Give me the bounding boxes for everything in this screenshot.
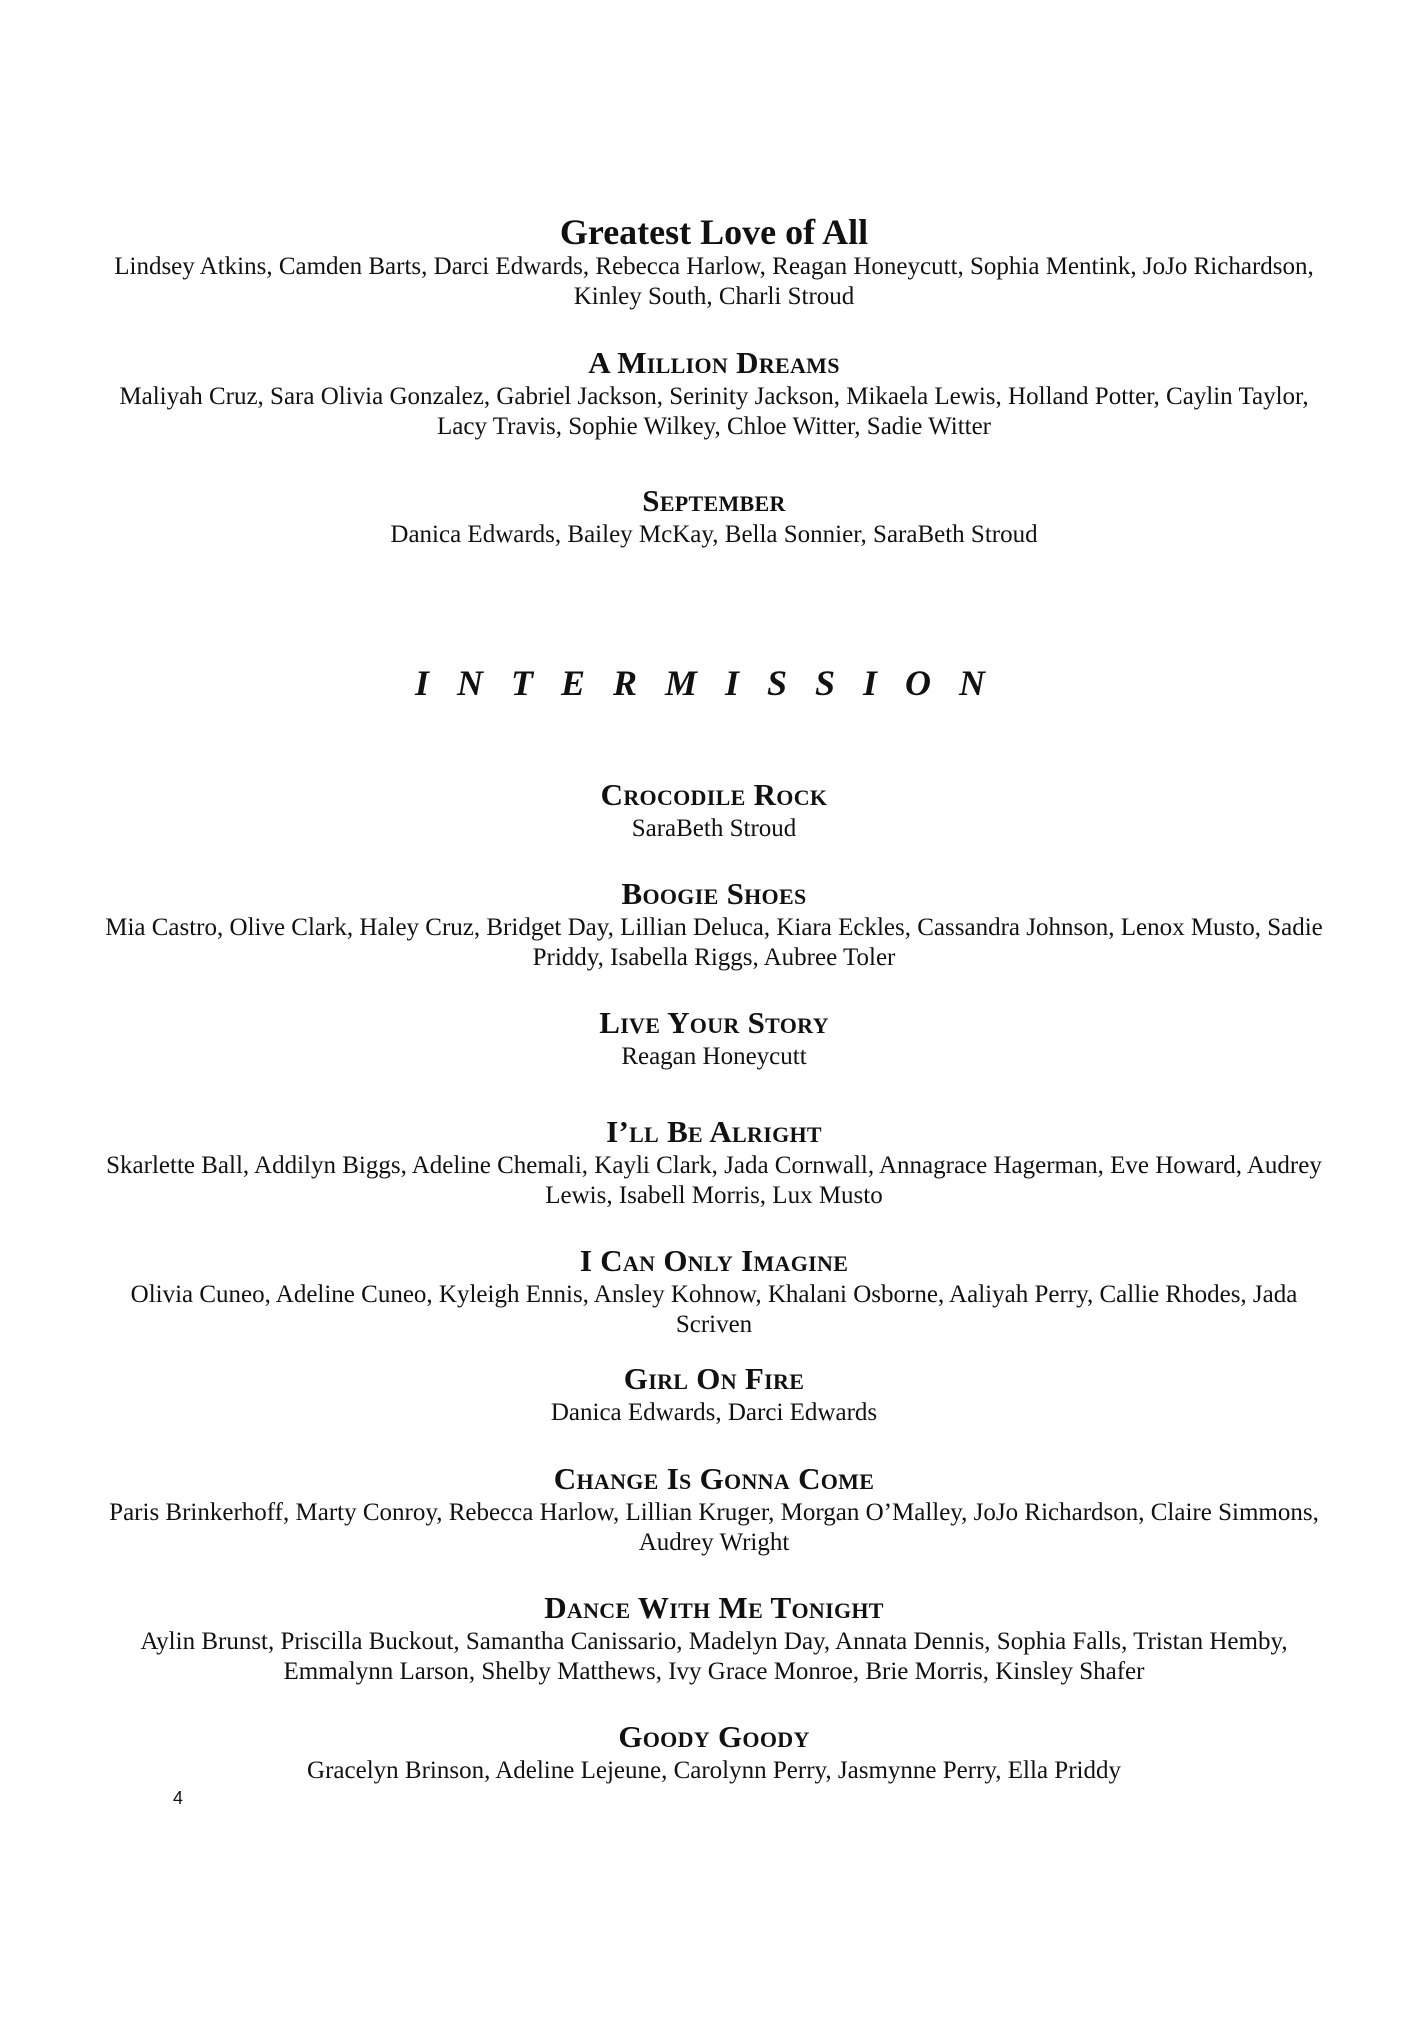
act-title: Change Is Gonna Come (553, 1461, 875, 1496)
act-boogie-shoes (100, 875, 1328, 973)
act-title: Greatest Love of All (559, 212, 869, 252)
act-title: I’ll Be Alright (606, 1114, 822, 1149)
act-performers: Danica Edwards, Darci Edwards (550, 1399, 878, 1426)
act-performers: Reagan Honeycutt (621, 1043, 807, 1070)
act-crocodile-rock (100, 776, 1328, 844)
act-performers: Mia Castro, Olive Clark, Haley Cruz, Bridget Day, Lillian Deluca, Kiara Eckles, Cassandra Johnson, Lenox Musto, Sadie Priddy, Isabella Riggs, Aubree Toler (105, 914, 1323, 971)
act-performers: Danica Edwards, Bailey McKay, Bella Sonnier, SaraBeth Stroud (390, 521, 1038, 548)
act-september (100, 482, 1328, 550)
act-title: A Million Dreams (588, 345, 840, 380)
act-performers: Paris Brinkerhoff, Marty Conroy, Rebecca Harlow, Lillian Kruger, Morgan O’Malley, JoJo Richardson, Claire Simmons, Audrey Wright (109, 1499, 1319, 1556)
act-ill-be-alright (100, 1113, 1328, 1211)
act-goody-goody (100, 1718, 1328, 1786)
act-performers: Aylin Brunst, Priscilla Buckout, Samantha Canissario, Madelyn Day, Annata Dennis, Sophia Falls, Tristan Hemby, Emmalynn Larson, Shelby Matthews, Ivy Grace Monroe, Brie Morris, Kinsley Shafer (140, 1628, 1288, 1685)
act-performers: SaraBeth Stroud (631, 815, 797, 842)
act-title: Boogie Shoes (621, 876, 807, 911)
act-performers: Olivia Cuneo, Adeline Cuneo, Kyleigh Ennis, Ansley Kohnow, Khalani Osborne, Aaliyah Perry, Callie Rhodes, Jada Scriven (130, 1281, 1298, 1338)
act-live-your-story (100, 1004, 1328, 1072)
act-performers: Maliyah Cruz, Sara Olivia Gonzalez, Gabriel Jackson, Serinity Jackson, Mikaela Lewis, Holland Potter, Caylin Taylor, Lacy Travis, Sophie Wilkey, Chloe Witter, Sadie Witter (119, 383, 1309, 440)
act-change-is-gonna-come (100, 1460, 1328, 1558)
act-title: Dance With Me Tonight (544, 1590, 884, 1625)
act-performers: Lindsey Atkins, Camden Barts, Darci Edwards, Rebecca Harlow, Reagan Honeycutt, Sophia Mentink, JoJo Richardson, Kinley South, Charli Stroud (114, 253, 1314, 310)
act-title: Goody Goody (618, 1719, 810, 1754)
act-title: Girl On Fire (623, 1361, 805, 1396)
act-title: Crocodile Rock (600, 777, 828, 812)
intermission-heading: INTERMISSION (414, 663, 1014, 703)
act-performers: Gracelyn Brinson, Adeline Lejeune, Carolynn Perry, Jasmynne Perry, Ella Priddy (307, 1757, 1121, 1784)
page-number: 4 (173, 1788, 184, 1808)
act-i-can-only-imagine (100, 1242, 1328, 1340)
act-girl-on-fire (100, 1360, 1328, 1428)
act-performers: Skarlette Ball, Addilyn Biggs, Adeline Chemali, Kayli Clark, Jada Cornwall, Annagrace Hagerman, Eve Howard, Audrey Lewis, Isabell Morris, Lux Musto (106, 1152, 1322, 1209)
act-title: I Can Only Imagine (579, 1243, 849, 1278)
act-dance-with-me-tonight (100, 1589, 1328, 1687)
act-title: Live Your Story (599, 1005, 829, 1040)
act-title: September (642, 483, 786, 518)
act-a-million-dreams (100, 344, 1328, 442)
act-greatest-love-of-all (100, 212, 1328, 312)
